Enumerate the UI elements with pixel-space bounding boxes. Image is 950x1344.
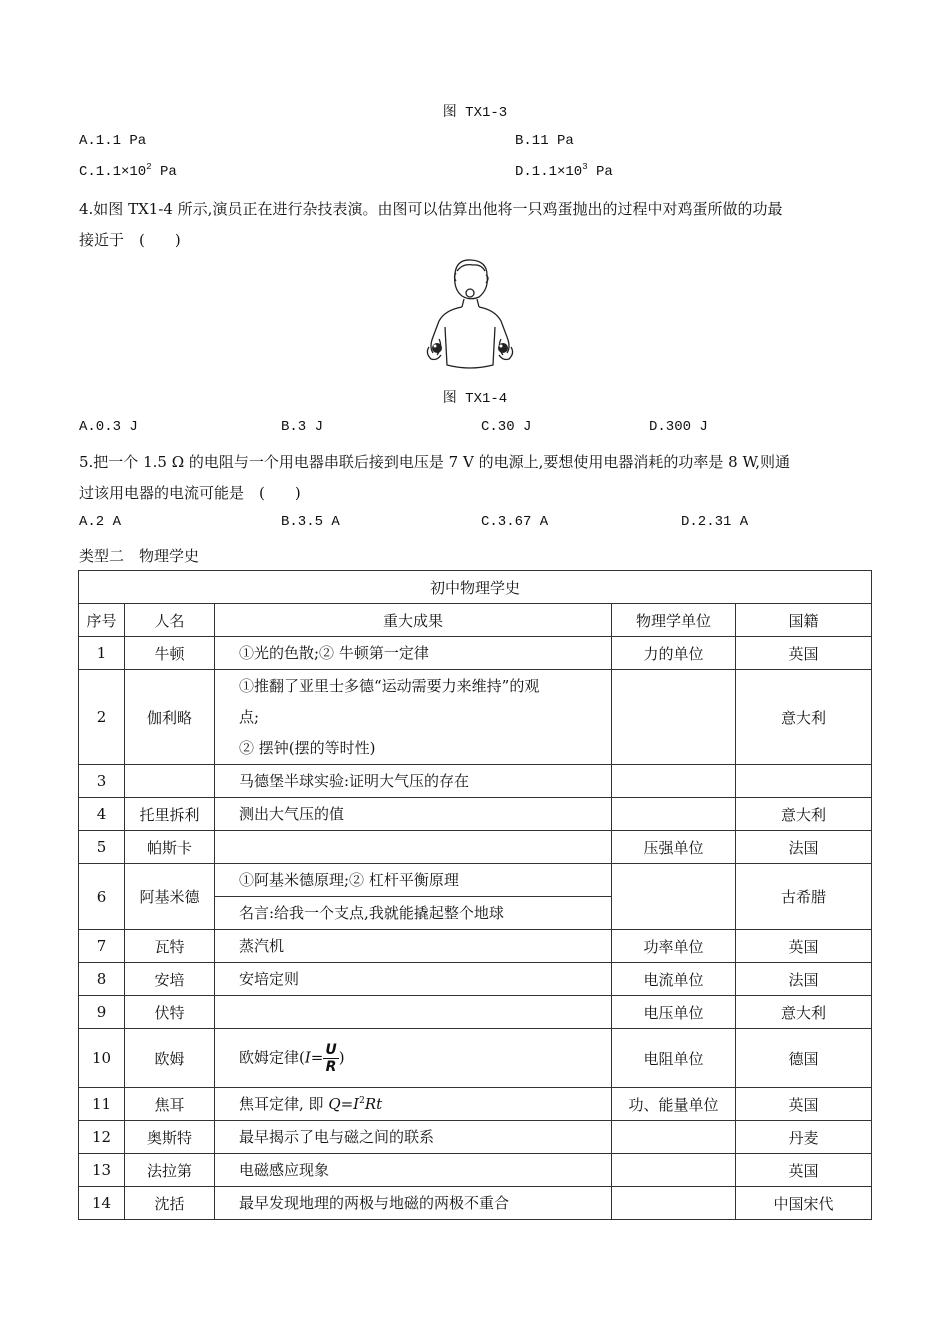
cell-unit: 压强单位 bbox=[612, 831, 736, 864]
table-row bbox=[79, 996, 872, 1029]
cell-name bbox=[125, 765, 215, 798]
achievement-line: ② 摆钟(摆的等时性) bbox=[239, 738, 376, 757]
q5-option-a: A.2 A bbox=[79, 514, 122, 530]
cell-no: 3 bbox=[79, 765, 125, 798]
cell-unit bbox=[612, 765, 736, 798]
cell-no: 7 bbox=[79, 930, 125, 963]
cell-name: 法拉第 bbox=[125, 1154, 215, 1187]
table-row bbox=[79, 1187, 872, 1220]
figure-caption-tx1-3: 图 TX1-3 bbox=[442, 105, 508, 121]
q5-stem-line1: 5.把一个 1.5 Ω 的电阻与一个用电器串联后接到电压是 7 V 的电源上,要想使用电器消耗的功率是 8 W,则通 bbox=[79, 453, 791, 471]
table-header-row bbox=[79, 604, 872, 637]
cell-achievement bbox=[215, 996, 612, 1029]
cell-achievement: 电磁感应现象 bbox=[215, 1154, 612, 1187]
table-row bbox=[79, 1154, 872, 1187]
table-row bbox=[79, 1029, 872, 1088]
cell-achievement: ①阿基米德原理;② 杠杆平衡原理 bbox=[215, 864, 612, 897]
cell-achievement: ①光的色散;② 牛顿第一定律 bbox=[215, 637, 612, 670]
table-row bbox=[79, 798, 872, 831]
cell-no: 11 bbox=[79, 1088, 125, 1121]
q5-option-b: B.3.5 A bbox=[281, 514, 340, 530]
table-row bbox=[79, 670, 872, 765]
q4-stem-line1: 4.如图 TX1-4 所示,演员正在进行杂技表演。由图可以估算出他将一只鸡蛋抛出的过程中对鸡蛋所做的功最 bbox=[79, 200, 783, 218]
cell-unit bbox=[612, 1154, 736, 1187]
q5-option-c: C.3.67 A bbox=[481, 514, 549, 530]
q3-option-a: A.1.1 Pa bbox=[79, 133, 147, 149]
table-title-row bbox=[79, 571, 872, 604]
figure-caption-tx1-4: 图 TX1-4 bbox=[442, 391, 508, 407]
cell-achievement: 名言:给我一个支点,我就能撬起整个地球 bbox=[215, 897, 612, 930]
cell-no: 9 bbox=[79, 996, 125, 1029]
q3-option-d: $D.1.1\times 10^3$ Pa bbox=[515, 162, 613, 180]
cell-country: 意大利 bbox=[736, 798, 872, 831]
cell-unit bbox=[612, 798, 736, 831]
q4-option-b: B.3 J bbox=[281, 419, 324, 435]
q4-option-a: A.0.3 J bbox=[79, 419, 138, 435]
cell-achievement bbox=[215, 831, 612, 864]
q3-option-c: $C.1.1\times 10^2$ Pa bbox=[79, 162, 177, 180]
physics-history-table bbox=[78, 570, 872, 1220]
cell-name: 焦耳 bbox=[125, 1088, 215, 1121]
table-row bbox=[79, 963, 872, 996]
cell-no: 14 bbox=[79, 1187, 125, 1220]
achievement-line: ①推翻了亚里士多德“运动需要力来维持”的观 bbox=[239, 676, 540, 695]
cell-unit: 电压单位 bbox=[612, 996, 736, 1029]
cell-achievement: 焦耳定律, 即 $Q=I^2Rt$ bbox=[215, 1088, 612, 1121]
cell-name: 奥斯特 bbox=[125, 1121, 215, 1154]
table-title: 初中物理学史 bbox=[79, 571, 872, 604]
cell-country: 法国 bbox=[736, 831, 872, 864]
table-row bbox=[79, 637, 872, 670]
cell-name: 阿基米德 bbox=[125, 864, 215, 930]
cell-name: 伏特 bbox=[125, 996, 215, 1029]
cell-achievement: 最早揭示了电与磁之间的联系 bbox=[215, 1121, 612, 1154]
cell-name: 牛顿 bbox=[125, 637, 215, 670]
cell-name: 欧姆 bbox=[125, 1029, 215, 1088]
cell-name: 帕斯卡 bbox=[125, 831, 215, 864]
cell-name: 沈括 bbox=[125, 1187, 215, 1220]
cell-achievement: 安培定则 bbox=[215, 963, 612, 996]
cell-country: 意大利 bbox=[736, 670, 872, 765]
table-row bbox=[79, 831, 872, 864]
cell-achievement: 蒸汽机 bbox=[215, 930, 612, 963]
q4-option-d: D.300 J bbox=[649, 419, 708, 435]
cell-unit bbox=[612, 1121, 736, 1154]
cell-no: 5 bbox=[79, 831, 125, 864]
cell-country: 英国 bbox=[736, 1154, 872, 1187]
q5-stem-line2: 过该用电器的电流可能是 ( ) bbox=[79, 484, 301, 502]
formula-text: Q=I bbox=[328, 1094, 360, 1113]
header-no: 序号 bbox=[79, 604, 125, 637]
cell-unit bbox=[612, 864, 736, 930]
q4-stem-line2: 接近于 ( ) bbox=[79, 231, 181, 249]
cell-unit: 电阻单位 bbox=[612, 1029, 736, 1088]
cell-no: 8 bbox=[79, 963, 125, 996]
cell-country: 英国 bbox=[736, 637, 872, 670]
cell-country: 德国 bbox=[736, 1029, 872, 1088]
cell-name: 伽利略 bbox=[125, 670, 215, 765]
q3-option-b: B.11 Pa bbox=[515, 133, 574, 149]
cell-no: 13 bbox=[79, 1154, 125, 1187]
table-row bbox=[79, 765, 872, 798]
cell-unit bbox=[612, 670, 736, 765]
cell-achievement bbox=[215, 670, 612, 765]
cell-country: 英国 bbox=[736, 1088, 872, 1121]
cell-country: 法国 bbox=[736, 963, 872, 996]
cell-country: 英国 bbox=[736, 930, 872, 963]
cell-no: 12 bbox=[79, 1121, 125, 1154]
header-name: 人名 bbox=[125, 604, 215, 637]
header-unit: 物理学单位 bbox=[612, 604, 736, 637]
achievement-line: 点; bbox=[239, 707, 260, 726]
table-row bbox=[79, 864, 872, 897]
ohm-fraction: $\frac{U}{R}$ bbox=[325, 1041, 337, 1075]
cell-achievement: 测出大气压的值 bbox=[215, 798, 612, 831]
cell-country: 丹麦 bbox=[736, 1121, 872, 1154]
header-country: 国籍 bbox=[736, 604, 872, 637]
cell-name: 托里拆利 bbox=[125, 798, 215, 831]
section-heading: 类型二 物理学史 bbox=[79, 547, 200, 565]
formula-lhs: I= bbox=[304, 1048, 324, 1066]
cell-no: 10 bbox=[79, 1029, 125, 1088]
cell-name: 瓦特 bbox=[125, 930, 215, 963]
cell-no: 2 bbox=[79, 670, 125, 765]
cell-achievement: 最早发现地理的两极与地磁的两极不重合 bbox=[215, 1187, 612, 1220]
cell-unit bbox=[612, 1187, 736, 1220]
cell-achievement: 马德堡半球实验:证明大气压的存在 bbox=[215, 765, 612, 798]
q4-option-c: C.30 J bbox=[481, 419, 532, 435]
cell-unit: 功、能量单位 bbox=[612, 1088, 736, 1121]
cell-name: 安培 bbox=[125, 963, 215, 996]
cell-unit: 功率单位 bbox=[612, 930, 736, 963]
table-row bbox=[79, 930, 872, 963]
cell-achievement: 欧姆定律(I= $\frac{U}{R}$ ) bbox=[215, 1029, 612, 1088]
cell-no: 4 bbox=[79, 798, 125, 831]
cell-unit: 电流单位 bbox=[612, 963, 736, 996]
cell-country: 意大利 bbox=[736, 996, 872, 1029]
cell-no: 6 bbox=[79, 864, 125, 930]
juggler-illustration bbox=[415, 255, 525, 375]
table-row bbox=[79, 1121, 872, 1154]
cell-country bbox=[736, 765, 872, 798]
table-row bbox=[79, 1088, 872, 1121]
cell-unit: 力的单位 bbox=[612, 637, 736, 670]
header-achievement: 重大成果 bbox=[215, 604, 612, 637]
cell-country: 古希腊 bbox=[736, 864, 872, 930]
cell-country: 中国宋代 bbox=[736, 1187, 872, 1220]
cell-no: 1 bbox=[79, 637, 125, 670]
q5-option-d: D.2.31 A bbox=[681, 514, 749, 530]
